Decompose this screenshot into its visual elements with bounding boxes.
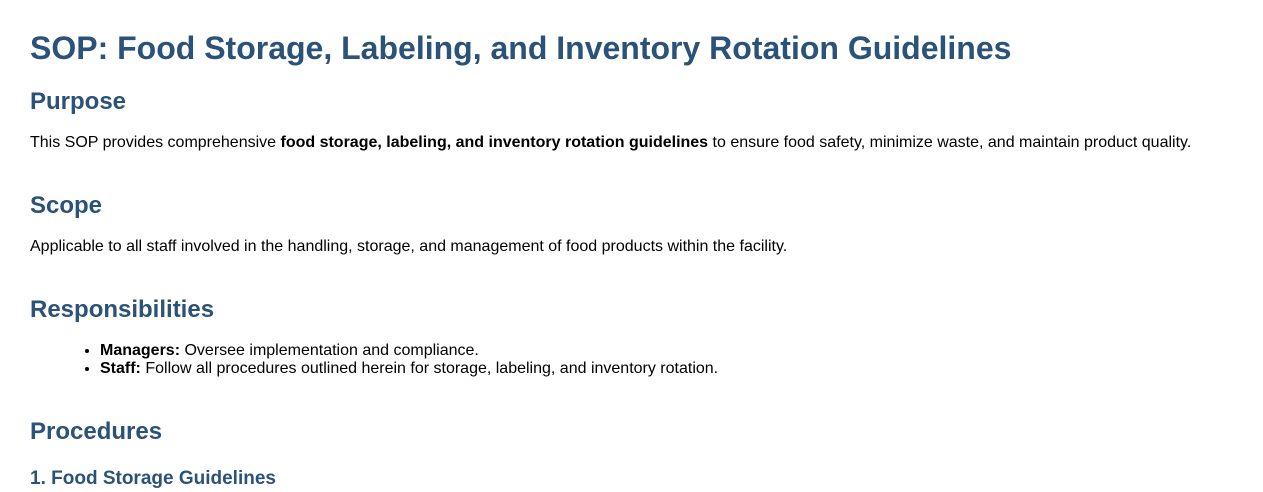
procedures-heading: Procedures [30, 418, 163, 445]
scope-heading: Scope [30, 192, 103, 219]
role-label: Staff: [100, 360, 141, 377]
purpose-heading: Purpose [30, 88, 127, 115]
purpose-text-before: This SOP provides comprehensive [30, 134, 281, 151]
responsibilities-list [30, 342, 1243, 378]
purpose-text-after: to ensure food safety, minimize waste, and maintain product quality. [708, 134, 1192, 151]
page-title: SOP: Food Storage, Labeling, and Inventory Rotation Guidelines [30, 30, 1012, 66]
list-item [100, 360, 1243, 378]
food-storage-subheading: 1. Food Storage Guidelines [30, 468, 276, 489]
list-item [100, 342, 1243, 360]
purpose-text-bold: food storage, labeling, and inventory rotation guidelines [280, 134, 709, 151]
role-description: Oversee implementation and compliance. [180, 342, 479, 359]
purpose-paragraph [30, 134, 1243, 152]
role-description: Follow all procedures outlined herein for storage, labeling, and inventory rotation. [140, 360, 719, 377]
role-label: Managers: [100, 342, 181, 359]
scope-paragraph: Applicable to all staff involved in the handling, storage, and management of food products within the facility. [30, 238, 788, 255]
responsibilities-heading: Responsibilities [30, 296, 215, 323]
